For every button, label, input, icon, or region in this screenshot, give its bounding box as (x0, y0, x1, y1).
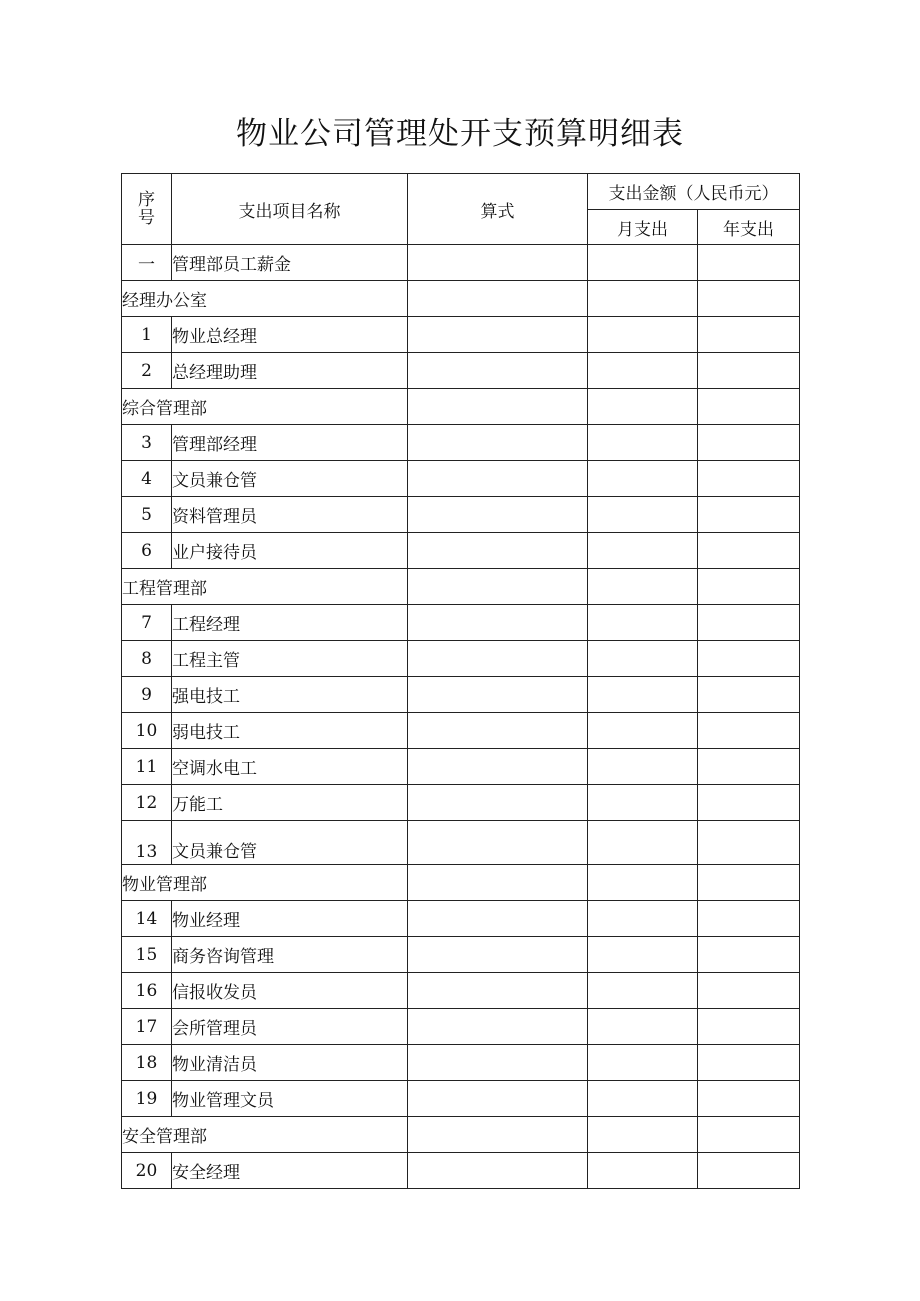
formula-cell[interactable] (408, 281, 588, 317)
section-name-cell: 工程管理部 (122, 569, 408, 605)
monthly-cell[interactable] (588, 1153, 698, 1189)
seq-cell: 10 (122, 713, 172, 749)
table-row (122, 353, 800, 389)
seq-cell: 8 (122, 641, 172, 677)
seq-cell: 13 (122, 821, 172, 865)
item-name-cell: 物业清洁员 (172, 1045, 408, 1081)
formula-cell[interactable] (408, 425, 588, 461)
yearly-cell[interactable] (698, 569, 800, 605)
seq-cell: 5 (122, 497, 172, 533)
table-row (122, 533, 800, 569)
table-row (122, 901, 800, 937)
table-row (122, 317, 800, 353)
monthly-cell[interactable] (588, 785, 698, 821)
yearly-cell[interactable] (698, 677, 800, 713)
section-row (122, 1117, 800, 1153)
monthly-cell[interactable] (588, 1045, 698, 1081)
monthly-cell[interactable] (588, 937, 698, 973)
yearly-cell[interactable] (698, 785, 800, 821)
monthly-cell[interactable] (588, 569, 698, 605)
monthly-cell[interactable] (588, 281, 698, 317)
table-row (122, 1045, 800, 1081)
yearly-cell[interactable] (698, 497, 800, 533)
table-body (122, 245, 800, 1189)
header-seq (122, 174, 172, 245)
section-name-cell: 安全管理部 (122, 1117, 408, 1153)
monthly-cell[interactable] (588, 641, 698, 677)
seq-cell: 一 (122, 245, 172, 281)
table-row (122, 973, 800, 1009)
header-seq-line1: 序 (138, 190, 155, 210)
item-name-cell: 管理部员工薪金 (172, 245, 408, 281)
yearly-cell[interactable] (698, 1117, 800, 1153)
header-monthly: 月支出 (588, 210, 698, 245)
seq-cell: 2 (122, 353, 172, 389)
seq-cell: 3 (122, 425, 172, 461)
formula-cell[interactable] (408, 641, 588, 677)
item-name-cell: 会所管理员 (172, 1009, 408, 1045)
yearly-cell[interactable] (698, 389, 800, 425)
section-row (122, 569, 800, 605)
yearly-cell[interactable] (698, 1009, 800, 1045)
formula-cell[interactable] (408, 317, 588, 353)
monthly-cell[interactable] (588, 389, 698, 425)
yearly-cell[interactable] (698, 425, 800, 461)
section-name-cell: 物业管理部 (122, 865, 408, 901)
item-name-cell: 管理部经理 (172, 425, 408, 461)
formula-cell[interactable] (408, 749, 588, 785)
monthly-cell[interactable] (588, 533, 698, 569)
monthly-cell[interactable] (588, 901, 698, 937)
item-name-cell: 强电技工 (172, 677, 408, 713)
item-name-cell: 空调水电工 (172, 749, 408, 785)
formula-cell[interactable] (408, 245, 588, 281)
section-row (122, 389, 800, 425)
table-row (122, 713, 800, 749)
seq-cell: 4 (122, 461, 172, 497)
monthly-cell[interactable] (588, 317, 698, 353)
monthly-cell[interactable] (588, 1009, 698, 1045)
item-name-cell: 信报收发员 (172, 973, 408, 1009)
table-row (122, 821, 800, 865)
yearly-cell[interactable] (698, 749, 800, 785)
formula-cell[interactable] (408, 605, 588, 641)
yearly-cell[interactable] (698, 937, 800, 973)
formula-cell[interactable] (408, 973, 588, 1009)
yearly-cell[interactable] (698, 317, 800, 353)
table-row (122, 461, 800, 497)
table-row (122, 749, 800, 785)
monthly-cell[interactable] (588, 749, 698, 785)
item-name-cell: 文员兼仓管 (172, 461, 408, 497)
monthly-cell[interactable] (588, 1081, 698, 1117)
formula-cell[interactable] (408, 1081, 588, 1117)
formula-cell[interactable] (408, 533, 588, 569)
monthly-cell[interactable] (588, 605, 698, 641)
table-row (122, 785, 800, 821)
table-row (122, 937, 800, 973)
yearly-cell[interactable] (698, 901, 800, 937)
monthly-cell[interactable] (588, 713, 698, 749)
yearly-cell[interactable] (698, 865, 800, 901)
monthly-cell[interactable] (588, 353, 698, 389)
section-name-cell: 综合管理部 (122, 389, 408, 425)
section-row (122, 281, 800, 317)
yearly-cell[interactable] (698, 533, 800, 569)
seq-cell: 15 (122, 937, 172, 973)
monthly-cell[interactable] (588, 425, 698, 461)
item-name-cell: 工程经理 (172, 605, 408, 641)
seq-cell: 9 (122, 677, 172, 713)
yearly-cell[interactable] (698, 973, 800, 1009)
formula-cell[interactable] (408, 901, 588, 937)
formula-cell[interactable] (408, 1153, 588, 1189)
budget-table (121, 173, 800, 1189)
item-name-cell: 弱电技工 (172, 713, 408, 749)
yearly-cell[interactable] (698, 353, 800, 389)
yearly-cell[interactable] (698, 1045, 800, 1081)
section-row (122, 865, 800, 901)
monthly-cell[interactable] (588, 245, 698, 281)
formula-cell[interactable] (408, 389, 588, 425)
monthly-cell[interactable] (588, 461, 698, 497)
formula-cell[interactable] (408, 497, 588, 533)
formula-cell[interactable] (408, 461, 588, 497)
formula-cell[interactable] (408, 713, 588, 749)
page-title: 物业公司管理处开支预算明细表 (236, 116, 684, 152)
monthly-cell[interactable] (588, 497, 698, 533)
formula-cell[interactable] (408, 937, 588, 973)
seq-cell: 6 (122, 533, 172, 569)
yearly-cell[interactable] (698, 821, 800, 865)
seq-cell: 1 (122, 317, 172, 353)
monthly-cell[interactable] (588, 677, 698, 713)
monthly-cell[interactable] (588, 973, 698, 1009)
header-yearly: 年支出 (698, 210, 800, 245)
formula-cell[interactable] (408, 785, 588, 821)
seq-cell: 12 (122, 785, 172, 821)
item-name-cell: 工程主管 (172, 641, 408, 677)
formula-cell[interactable] (408, 865, 588, 901)
formula-cell[interactable] (408, 1045, 588, 1081)
formula-cell[interactable] (408, 821, 588, 865)
item-name-cell: 物业经理 (172, 901, 408, 937)
item-name-cell: 物业总经理 (172, 317, 408, 353)
item-name-cell: 业户接待员 (172, 533, 408, 569)
formula-cell[interactable] (408, 1009, 588, 1045)
table-row (122, 605, 800, 641)
item-name-cell: 资料管理员 (172, 497, 408, 533)
yearly-cell[interactable] (698, 281, 800, 317)
yearly-cell[interactable] (698, 641, 800, 677)
seq-cell: 14 (122, 901, 172, 937)
seq-cell: 20 (122, 1153, 172, 1189)
formula-cell[interactable] (408, 353, 588, 389)
item-name-cell: 总经理助理 (172, 353, 408, 389)
seq-cell: 19 (122, 1081, 172, 1117)
header-amount: 支出金额（人民币元） (588, 174, 800, 210)
table-row (122, 425, 800, 461)
item-name-cell: 万能工 (172, 785, 408, 821)
table-row (122, 677, 800, 713)
yearly-cell[interactable] (698, 605, 800, 641)
seq-cell: 16 (122, 973, 172, 1009)
monthly-cell[interactable] (588, 1117, 698, 1153)
item-name-cell: 商务咨询管理 (172, 937, 408, 973)
item-name-cell: 物业管理文员 (172, 1081, 408, 1117)
seq-cell: 17 (122, 1009, 172, 1045)
item-name-cell: 安全经理 (172, 1153, 408, 1189)
seq-cell: 18 (122, 1045, 172, 1081)
formula-cell[interactable] (408, 677, 588, 713)
formula-cell[interactable] (408, 569, 588, 605)
table-row (122, 245, 800, 281)
table-row (122, 641, 800, 677)
item-name-cell: 文员兼仓管 (172, 821, 408, 865)
monthly-cell[interactable] (588, 865, 698, 901)
table-row (122, 497, 800, 533)
section-name-cell: 经理办公室 (122, 281, 408, 317)
table-row (122, 1153, 800, 1189)
formula-cell[interactable] (408, 1117, 588, 1153)
yearly-cell[interactable] (698, 713, 800, 749)
yearly-cell[interactable] (698, 1153, 800, 1189)
header-seq-line2: 号 (138, 208, 155, 228)
table-row (122, 1081, 800, 1117)
seq-cell: 7 (122, 605, 172, 641)
table-row (122, 1009, 800, 1045)
seq-cell: 11 (122, 749, 172, 785)
header-formula: 算式 (408, 174, 588, 245)
yearly-cell[interactable] (698, 1081, 800, 1117)
yearly-cell[interactable] (698, 461, 800, 497)
monthly-cell[interactable] (588, 821, 698, 865)
yearly-cell[interactable] (698, 245, 800, 281)
header-name: 支出项目名称 (172, 174, 408, 245)
